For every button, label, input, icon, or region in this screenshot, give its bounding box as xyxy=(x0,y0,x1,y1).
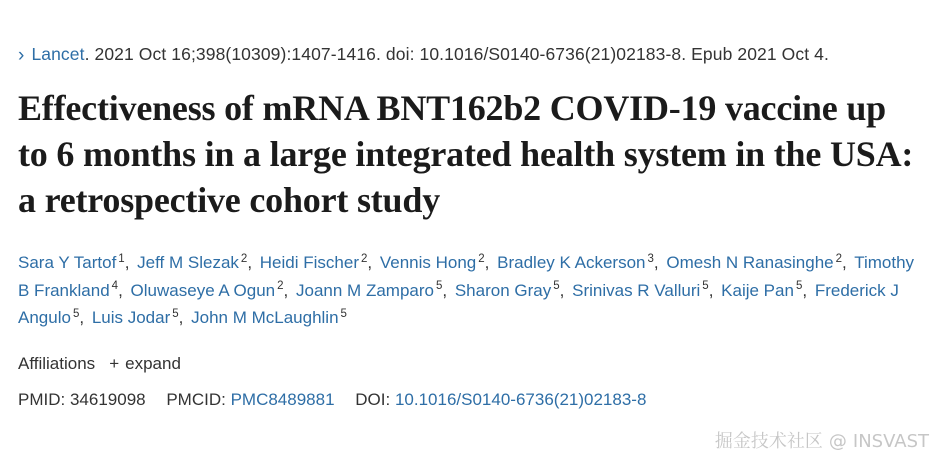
author-item xyxy=(572,281,716,300)
author-item xyxy=(296,281,450,300)
author-affiliation-marker: 5 xyxy=(72,307,80,320)
author-item xyxy=(497,253,662,272)
author-link[interactable]: Kaije Pan xyxy=(721,280,794,300)
author-item xyxy=(131,281,292,300)
author-separator: , xyxy=(283,280,289,300)
author-affiliation-marker: 3 xyxy=(647,252,654,265)
author-affiliation-marker: 5 xyxy=(702,280,709,293)
author-affiliation-marker: 2 xyxy=(360,252,368,265)
plus-icon: + xyxy=(109,354,120,374)
author-list xyxy=(18,249,921,332)
author-link[interactable]: Omesh N Ranasinghe xyxy=(666,253,834,273)
citation-line xyxy=(18,44,921,65)
doi-label: DOI: xyxy=(355,389,391,409)
author-separator: , xyxy=(484,253,490,273)
author-separator: , xyxy=(842,253,847,273)
author-link[interactable]: Jeff M Slezak xyxy=(137,253,239,273)
author-separator: , xyxy=(653,253,659,273)
author-affiliation-marker: 5 xyxy=(340,307,347,320)
author-item xyxy=(721,281,810,300)
author-item xyxy=(260,253,375,272)
author-link[interactable]: John M McLaughlin xyxy=(191,308,339,328)
page-title: Effectiveness of mRNA BNT162b2 COVID-19 vaccine up to 6 months in a large integrated health system in the USA: a retrospective cohort study xyxy=(18,88,914,221)
author-separator: , xyxy=(79,308,85,328)
author-link[interactable]: Bradley K Ackerson xyxy=(497,253,646,273)
author-affiliation-marker: 5 xyxy=(795,280,803,293)
author-link[interactable]: Sara Y Tartof xyxy=(18,253,117,273)
author-affiliation-marker: 1 xyxy=(118,252,125,265)
author-link[interactable]: Srinivas R Valluri xyxy=(572,280,701,300)
affiliations-label: Affiliations xyxy=(18,353,96,373)
author-separator: , xyxy=(118,280,123,300)
author-item xyxy=(18,253,132,272)
affiliations-row xyxy=(18,354,921,374)
author-affiliation-marker: 5 xyxy=(435,280,443,293)
author-link[interactable]: Vennis Hong xyxy=(379,253,477,273)
watermark xyxy=(715,427,929,453)
author-affiliation-marker: 2 xyxy=(478,252,485,265)
pmcid-label: PMCID: xyxy=(166,389,226,409)
pmid-value: 34619098 xyxy=(69,389,146,409)
author-link[interactable]: Frederick J Angulo xyxy=(18,280,899,328)
author-item xyxy=(666,253,849,272)
author-item xyxy=(92,308,187,327)
author-separator: , xyxy=(178,308,184,328)
pmcid-link[interactable]: PMC8489881 xyxy=(230,389,335,409)
chevron-right-icon[interactable]: › xyxy=(18,45,25,66)
author-affiliation-marker: 4 xyxy=(111,280,119,293)
identifiers-row xyxy=(18,390,921,410)
watermark-left: 掘金技术社区 xyxy=(714,431,823,452)
pmid-label: PMID: xyxy=(18,389,66,409)
author-link[interactable]: Heidi Fischer xyxy=(259,253,359,273)
author-item xyxy=(191,308,347,327)
author-separator: , xyxy=(708,280,714,300)
author-separator: , xyxy=(124,253,130,273)
doi-link[interactable]: 10.1016/S0140-6736(21)02183-8 xyxy=(394,389,647,409)
author-item xyxy=(380,253,493,272)
author-affiliation-marker: 2 xyxy=(835,252,843,265)
author-affiliation-marker: 2 xyxy=(240,252,248,265)
author-affiliation-marker: 5 xyxy=(172,307,179,320)
watermark-separator: @ xyxy=(828,431,847,452)
journal-link[interactable]: Lancet xyxy=(31,44,85,64)
author-link[interactable]: Sharon Gray xyxy=(454,280,552,300)
watermark-right: INSVAST xyxy=(852,431,929,452)
author-item xyxy=(137,253,255,272)
author-affiliation-marker: 5 xyxy=(553,280,560,293)
author-link[interactable]: Joann M Zamparo xyxy=(296,280,434,300)
author-separator: , xyxy=(559,280,565,300)
expand-affiliations-button[interactable] xyxy=(109,354,181,374)
citation-details: . 2021 Oct 16;398(10309):1407-1416. doi: 10.1016/S0140-6736(21)02183-8. Epub 2021 Oct 4. xyxy=(84,44,829,64)
author-separator: , xyxy=(442,280,448,300)
author-separator: , xyxy=(802,280,808,300)
author-link[interactable]: Timothy B Frankland xyxy=(18,253,915,300)
author-link[interactable]: Oluwaseye A Ogun xyxy=(130,280,276,300)
author-separator: , xyxy=(367,253,373,273)
author-link[interactable]: Luis Jodar xyxy=(91,308,171,328)
author-separator: , xyxy=(247,253,253,273)
author-affiliation-marker: 2 xyxy=(277,280,284,293)
author-item xyxy=(455,281,568,300)
expand-label: expand xyxy=(125,353,181,373)
